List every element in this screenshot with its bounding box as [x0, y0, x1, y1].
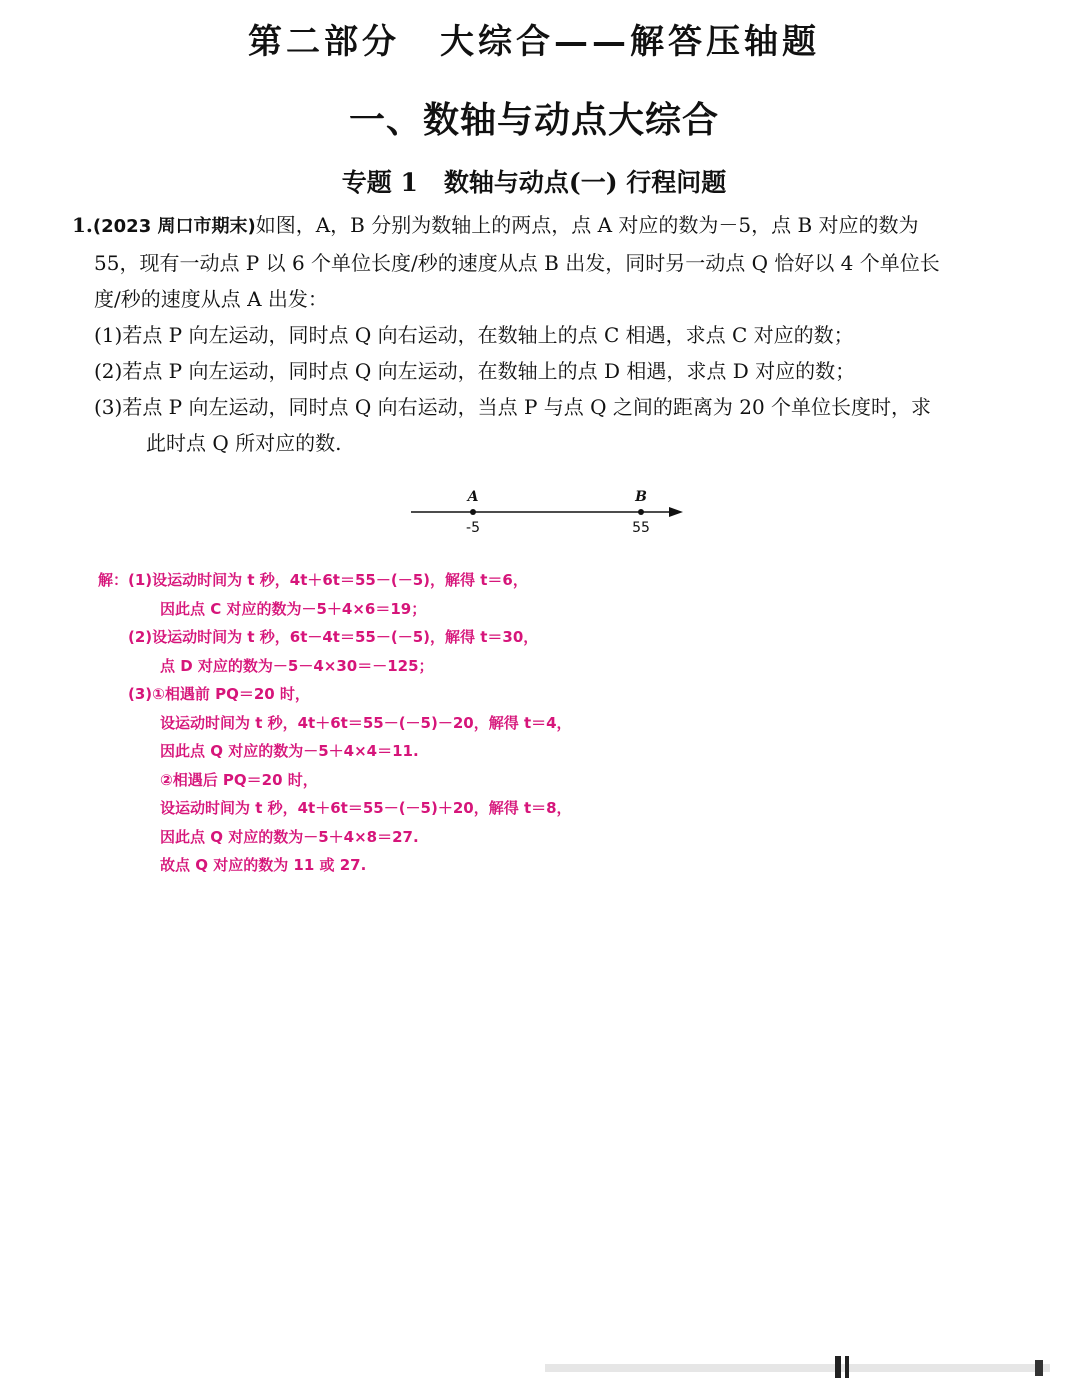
solution-line-3: (2)设运动时间为 t 秒，6t－4t＝55－(－5)，解得 t＝30，	[128, 628, 539, 646]
problem-line-1	[72, 207, 1028, 245]
solution-line-7: 因此点 Q 对应的数为－5＋4×4＝11.	[160, 742, 419, 760]
part-title	[0, 14, 1068, 63]
problem-stem-2: 55，现有一动点 P 以 6 个单位长度/秒的速度从点 B 出发，同时另一动点 Q 恰好以 4 个单位长	[94, 251, 940, 275]
problem-source: (2023 周口市期末)	[92, 216, 256, 237]
solution-line-8: ②相遇后 PQ＝20 时，	[160, 770, 318, 789]
point-b-label: B	[635, 489, 647, 505]
problem-part-3: (3)若点 P 向左运动，同时点 Q 向右运动，当点 P 与点 Q 之间的距离为 20 个单位长度时，求	[94, 395, 932, 419]
solution-line-5: (3)①相遇前 PQ＝20 时，	[128, 685, 310, 703]
solution-line-6: 设运动时间为 t 秒，4t＋6t＝55－(－5)－20，解得 t＝4，	[160, 713, 572, 732]
solution-line-11: 故点 Q 对应的数为 11 或 27.	[160, 856, 367, 874]
problem-part-3-cont: 此时点 Q 所对应的数.	[146, 431, 342, 455]
problem-stem-1: 如图，A，B 分别为数轴上的两点，点 A 对应的数为－5，点 B 对应的数为	[255, 213, 919, 237]
solution-line-1: 解：(1)设运动时间为 t 秒，4t＋6t＝55－(－5)，解得 t＝6，	[98, 571, 528, 589]
solution-line-4: 点 D 对应的数为－5－4×30＝－125；	[160, 656, 434, 675]
problem-1	[72, 207, 1028, 461]
point-a-label: A	[467, 489, 479, 505]
number-line-figure	[405, 482, 690, 542]
topic-number: 专题 1	[341, 168, 418, 197]
topic-title	[0, 163, 1068, 199]
problem-part-2: (2)若点 P 向左运动，同时点 Q 向左运动，在数轴上的点 D 相遇，求点 D 对应的数；	[94, 359, 856, 383]
part-topic: 大综合——解答压轴题	[440, 22, 820, 62]
problem-part-1: (1)若点 P 向左运动，同时点 Q 向右运动，在数轴上的点 C 相遇，求点 C 对应的数；	[94, 323, 854, 347]
problem-stem-3: 度/秒的速度从点 A 出发：	[94, 287, 328, 311]
section-title: 一、数轴与动点大综合	[348, 99, 719, 141]
problem-number: 1.	[72, 213, 93, 237]
scan-edge-artifact	[545, 1354, 1050, 1380]
solution-line-10: 因此点 Q 对应的数为－5＋4×8＝27.	[160, 827, 419, 846]
number-line-arrow	[669, 507, 683, 517]
solution-block	[98, 566, 798, 880]
point-b-value: 55	[632, 520, 650, 536]
point-b-dot	[638, 509, 644, 515]
part-label: 第二部分	[248, 22, 400, 62]
topic-name: 数轴与动点(一) 行程问题	[443, 168, 727, 197]
point-a-value: -5	[466, 520, 480, 536]
point-a-dot	[470, 509, 476, 515]
solution-line-9: 设运动时间为 t 秒，4t＋6t＝55－(－5)＋20，解得 t＝8，	[160, 799, 572, 817]
solution-line-2: 因此点 C 对应的数为－5＋4×6＝19；	[160, 599, 427, 618]
